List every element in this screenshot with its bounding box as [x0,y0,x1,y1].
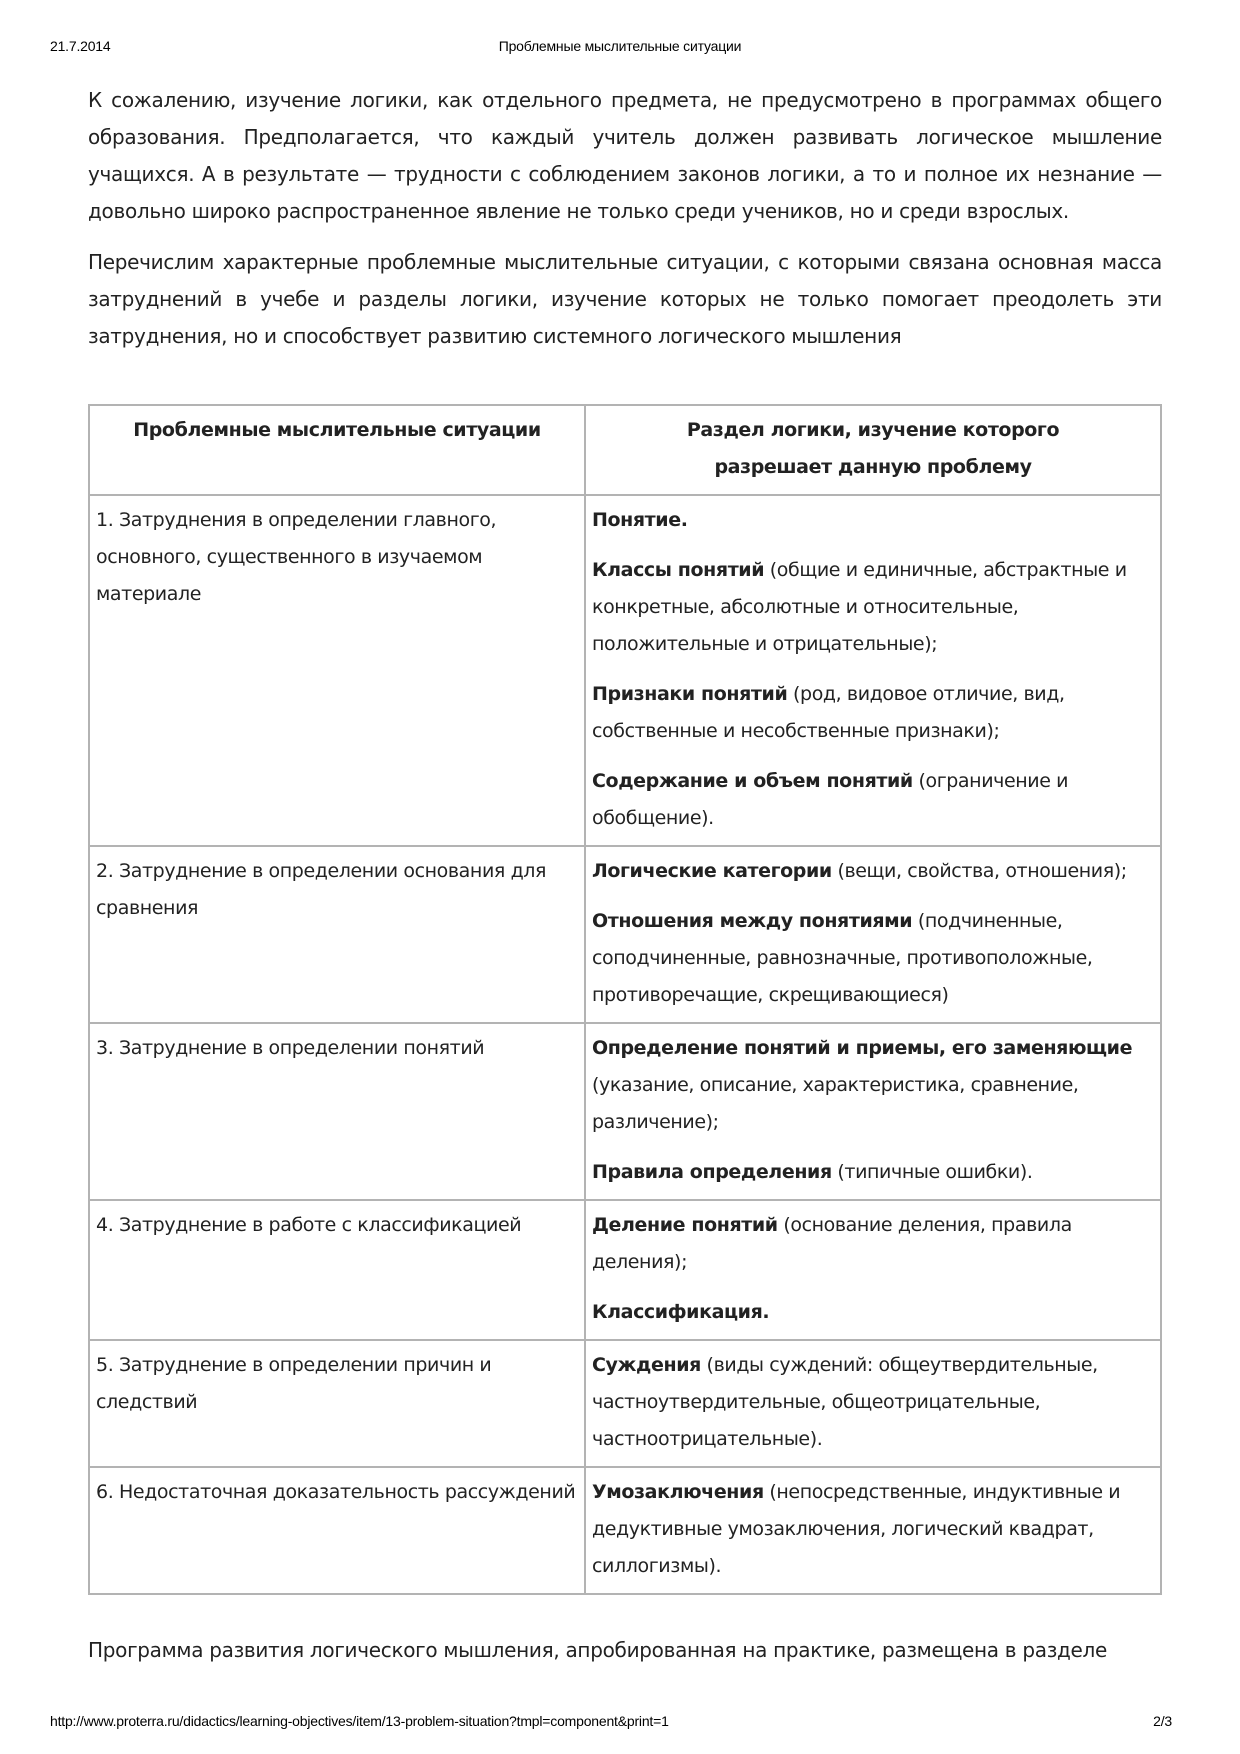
article-body [88,82,1162,355]
table-row [89,846,1161,1023]
logic-term: Логические категории [592,860,832,882]
logic-detail: (типичные ошибки). [831,1161,1033,1183]
logic-detail: (род, видовое отличие, вид, собственные и несобственные признаки); [592,683,1065,742]
column-header-situations: Проблемные мыслительные ситуации [89,405,585,495]
logic-term: Понятие. [592,509,688,531]
logic-term: Деление понятий [592,1214,778,1236]
table-header-row [89,405,1161,495]
logic-section-cell [585,495,1161,846]
source-url: http://www.proterra.ru/didactics/learning-objectives/item/13-problem-situation?tmpl=component&print=1 [50,1713,669,1729]
page-title: Проблемные мыслительные ситуации [498,38,742,54]
logic-term: Классы понятий [592,559,765,581]
intro-paragraph: К сожалению, изучение логики, как отдельного предмета, не предусмотрено в программах общего образования. Предполагается, что каждый учитель должен развивать логическое мышление учащихся. А в результате — трудности с соблюдением законов логики, а то и полное их незнание — довольно широко распространенное явление не только среди учеников, но и среди взрослых. [88,88,1162,223]
logic-item [592,552,1154,663]
logic-term: Определение понятий и приемы, его заменяющие [592,1037,1133,1059]
logic-item [592,676,1154,750]
table-row [89,1023,1161,1200]
logic-section-cell [585,846,1161,1023]
logic-section-cell [585,1023,1161,1200]
logic-term: Умозаключения [592,1481,764,1503]
logic-term: Признаки понятий [592,683,788,705]
logic-detail: (указание, описание, характеристика, сравнение, различение); [592,1074,1079,1133]
logic-section-cell [585,1467,1161,1594]
table-row [89,1467,1161,1594]
logic-detail: (общие и единичные, абстрактные и конкретные, абсолютные и относительные, положительные и отрицательные); [592,559,1127,655]
print-date: 21.7.2014 [50,38,111,54]
list-intro-paragraph: Перечислим характерные проблемные мыслительные ситуации, с которыми связана основная масса затруднений в учебе и разделы логики, изучение которых не только помогает преодолеть эти затруднения, но и способствует развитию системного логического мышления [88,250,1162,348]
logic-term: Классификация. [592,1301,770,1323]
logic-item [592,1030,1154,1141]
logic-detail: (непосредственные, индуктивные и дедуктивные умозаключения, логический квадрат, силлогизмы). [592,1481,1121,1577]
page-number: 2/3 [1153,1713,1172,1729]
table-row [89,1340,1161,1467]
situation-cell: 6. Недостаточная доказательность рассуждений [89,1467,585,1594]
logic-section-cell [585,1340,1161,1467]
logic-detail: (основание деления, правила деления); [592,1214,1072,1273]
program-paragraph: Программа развития логического мышления, апробированная на практике, размещена в разделе [88,1638,1108,1662]
logic-term: Содержание и объем понятий [592,770,913,792]
logic-item [592,1294,1154,1331]
logic-item [592,1207,1154,1281]
logic-item [592,1347,1154,1458]
logic-detail: (подчиненные, соподчиненные, равнозначные, противоположные, противоречащие, скрещивающиеся) [592,910,1093,1006]
logic-detail: (виды суждений: общеутвердительные, частноутвердительные, общеотрицательные, частноотрицательные). [592,1354,1098,1450]
logic-term: Отношения между понятиями [592,910,913,932]
logic-item [592,763,1154,837]
problem-situations-table [88,404,1162,1595]
logic-detail: (вещи, свойства, отношения); [831,860,1127,882]
situation-cell: 2. Затруднение в определении основания для сравнения [89,846,585,1023]
logic-item [592,502,1154,539]
column-header-logic-section: Раздел логики, изучение которого разрешает данную проблему [585,405,1161,495]
table-row [89,495,1161,846]
logic-item [592,903,1154,1014]
table-row [89,1200,1161,1340]
situation-cell: 5. Затруднение в определении причин и следствий [89,1340,585,1467]
situation-cell: 4. Затруднение в работе с классификацией [89,1200,585,1340]
logic-section-cell [585,1200,1161,1340]
logic-item [592,1154,1154,1191]
logic-detail: (ограничение и обобщение). [592,770,1069,829]
logic-term: Суждения [592,1354,701,1376]
logic-term: Правила определения [592,1161,832,1183]
situation-cell: 3. Затруднение в определении понятий [89,1023,585,1200]
logic-item [592,853,1154,890]
logic-item [592,1474,1154,1585]
situation-cell: 1. Затруднения в определении главного, основного, существенного в изучаемом материале [89,495,585,846]
